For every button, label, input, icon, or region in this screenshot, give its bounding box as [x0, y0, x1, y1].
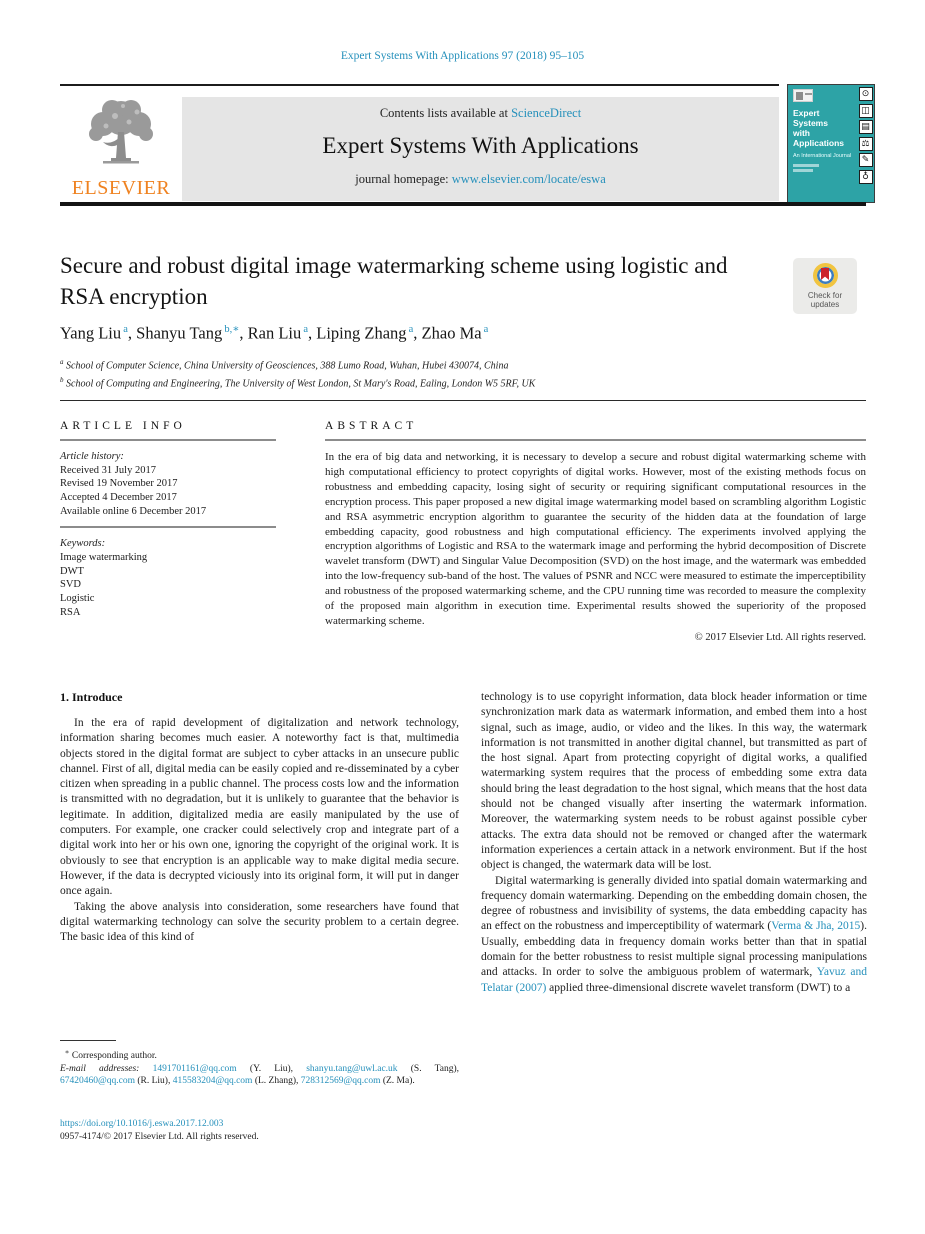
- check-for-updates-badge[interactable]: [793, 258, 857, 314]
- elsevier-tree-icon: [62, 92, 180, 176]
- emails-label: E-mail addresses:: [60, 1063, 153, 1074]
- cover-icon-strip: [857, 85, 874, 202]
- author-superscript: a: [121, 324, 128, 335]
- keyword-item: DWT: [60, 565, 84, 577]
- author-name: Shanyu Tang: [136, 323, 223, 343]
- author-name: Yang Liu: [60, 323, 122, 343]
- paragraph-text: technology is to use copyright information, data block header information or time synchronization mark data as watermark information, and embed them into a host signal, such as image, audio, or video and the likes. In this way, the watermark information is not transmitted in another digital channel, but transmitted as part of the host signal. Apart from protecting copyright of digital works, a qualified watermarking system requires that the process of embedding some extra data should bring the least degradation to the host signal, which means that the host data should not be changed visually after inserting the watermark information. Moreover, the watermarking system needs to be robust against possible cyber attacks. The extra data should not be removed or changed after the watermark information experiences a certain attack in a network environment. But if the host object is changed, the watermark data will be lost.: [481, 691, 867, 872]
- footnote-block: [60, 1040, 459, 1088]
- affiliation: $^a$ School of Computer Science, China University of Geosciences, 388 Lumo Road, Wuhan, Hubei 430074, China: [60, 358, 509, 372]
- list-item: with: [793, 128, 810, 138]
- banner-journal-title: Expert Systems With Applications: [322, 133, 639, 158]
- update-badge-icon: [813, 263, 838, 288]
- abstract-heading-rule: [325, 439, 866, 441]
- paragraph-text: ). Usually, embedding data in frequency domain works better than that in spatial domain for the better robustness to resist multiple signal processing manipulations and attacks. In order to solve the ambiguous problem of watermark,: [481, 920, 867, 979]
- author-name: Liping Zhang: [316, 323, 407, 343]
- keyword-item: RSA: [60, 606, 81, 618]
- email-addresses: [60, 1063, 459, 1088]
- contents-line: [182, 106, 779, 121]
- issn-copyright-line: 0957-4174/© 2017 Elsevier Ltd. All rights reserved.: [60, 1132, 259, 1142]
- history-item: Revised 19 November 2017: [60, 478, 178, 490]
- article-info-heading: ARTICLE INFO: [60, 420, 186, 432]
- author-superscript: b,∗: [222, 324, 240, 335]
- cover-subtitle: An International Journal: [793, 153, 852, 159]
- list-item: Systems: [793, 118, 828, 128]
- cover-icon: ♁: [859, 170, 873, 184]
- banner-bottom-rule: [60, 202, 866, 206]
- list-item: Expert: [793, 108, 820, 118]
- history-item: Received 31 July 2017: [60, 464, 156, 476]
- asterisk-marker: ∗: [64, 1048, 70, 1056]
- info-heading-rule: [60, 439, 276, 441]
- history-item: Available online 6 December 2017: [60, 505, 207, 517]
- keyword-item: Image watermarking: [60, 551, 148, 563]
- intro-left-column: [60, 716, 459, 945]
- header-top-rule: [60, 84, 779, 86]
- info-separator-rule: [60, 526, 276, 528]
- affiliation-list: [60, 355, 800, 392]
- keyword-item: SVD: [60, 579, 82, 591]
- citation-link[interactable]: Yavuz and Telatar (2007): [481, 966, 868, 994]
- badge-label: Check for updates: [807, 291, 843, 309]
- body-paragraph: [481, 874, 867, 996]
- affiliation: $^b$ School of Computing and Engineering, The University of West London, St Mary's Road, Ealing, London W5 5RF, UK: [60, 376, 536, 390]
- elsevier-wordmark: ELSEVIER: [71, 177, 171, 199]
- cover-fine-print: [793, 169, 813, 172]
- article-history-list: [60, 464, 276, 519]
- keywords-list: [60, 551, 276, 620]
- article-history-label: Article history:: [60, 451, 124, 462]
- email-link[interactable]: shanyu.tang@uwl.ac.uk: [306, 1063, 398, 1074]
- paragraph-text: applied three-dimensional discrete wavelet transform (DWT) to a: [546, 981, 851, 994]
- article-title: Secure and robust digital image watermarking scheme using logistic and RSA encryption: [60, 253, 728, 309]
- homepage-link[interactable]: www.elsevier.com/locate/eswa: [451, 172, 606, 186]
- abstract-text: In the era of big data and networking, it is necessary to develop a secure and robust digital watermarking scheme with high computational efficiency to protect copyrights of digital works. However, most of the existing methods focus on robustness and embedding capacity, losing sight of security or requiring significant computational resources in the encryption process. This paper proposed a new digital image watermarking model based on scrambling algorithm Logistic and RSA asymmetric encryption algorithm to guarantee the security of the hidden data at the foundation of large embedding capacity, good robustness and high computational efficiency. The experiments involved applying the encryption algorithms of Logistic and RSA to the watermark image and performing the hybrid decomposition of Discrete wavelet transform (DWT) and Singular Value Decomposition (SVD) on the host image, and the watermark was embedded into the low-frequency sub-band of the host. The values of PSNR and NCC were measured to estimate the imperceptibility and robustness of the proposed watermarking scheme, and the CPU running time was recorded to measure the complexity of the proposed main algorithm in execution time. Experimental results showed the superiority of the proposed watermarking scheme.: [325, 451, 866, 627]
- cover-title: [793, 108, 855, 148]
- elsevier-logo: [62, 92, 180, 202]
- title-divider-rule: [60, 400, 866, 401]
- cover-icon: ◫: [859, 104, 873, 118]
- email-link[interactable]: 415583204@qq.com: [172, 1076, 253, 1087]
- cover-fine-print: [793, 164, 819, 167]
- cover-icon: ⊙: [859, 87, 873, 101]
- contents-prefix: Contents lists available at: [379, 106, 512, 120]
- abstract-column: [325, 420, 866, 643]
- email-link[interactable]: 728312569@qq.com: [300, 1076, 381, 1087]
- email-attribution: (Z. Ma).: [380, 1076, 415, 1087]
- email-attribution: (S. Tang),: [397, 1063, 460, 1074]
- cover-main: [788, 85, 857, 202]
- body-paragraph: [60, 900, 459, 946]
- cover-mini-logo: [793, 89, 813, 102]
- homepage-prefix: journal homepage:: [355, 172, 452, 186]
- author-superscript: a: [481, 324, 489, 335]
- paragraph-text: In the era of rapid development of digitalization and network technology, information sharing becomes much easier. A noteworthy fact is that, multimedia objects stored in the digital format are subject to cyber attacks in an unsecure public channel. First of all, digital media can be easily copied and re-disseminated by a cyber citizen when spreading in a public channel. The process costs low and the information is transmitted with no degradation, but it is unlikely to guarantee that the behavior is legitimate. In addition, digitalized media are easily manipulated by the use of computers. For example, one cracker could selectively crop and integrate part of a digital work into her or his own one, ignoring the copyright of the original work. It is obviously to see that encryption is an applicable way to make digital media secure. However, if the data is decrypted viciously into its original form, it will put in danger once again.: [60, 717, 459, 898]
- journal-reference: Expert Systems With Applications 97 (2018) 95–105: [340, 50, 585, 62]
- paragraph-text: Digital watermarking is generally divided into spatial domain watermarking and frequency domain watermarking. Depending on the embedding domain chosen, the degree of robustness and invisibility of systems, the data embedding capacity has an effect on the robustness and imperceptibility of watermark (: [481, 874, 867, 933]
- intro-right-column: [481, 690, 867, 996]
- email-attribution: (R. Liu),: [134, 1076, 173, 1087]
- abstract-heading: ABSTRACT: [325, 420, 418, 432]
- paragraph-text: Taking the above analysis into consideration, some researchers have found that digital watermarking technology can solve the security problem to a certain degree. The basic idea of this kind of: [60, 900, 459, 944]
- email-attribution: (L. Zhang),: [252, 1076, 301, 1087]
- body-paragraph: [60, 716, 459, 900]
- body-paragraph: [481, 690, 867, 874]
- list-item: Applications: [793, 138, 845, 148]
- citation-link[interactable]: Verma & Jha, 2015: [771, 920, 861, 933]
- section-heading-introduce: 1. Introduce: [60, 690, 123, 704]
- email-attribution: (Y. Liu),: [236, 1063, 307, 1074]
- footnote-rule: [60, 1040, 116, 1041]
- keywords-label: Keywords:: [60, 538, 106, 550]
- keyword-item: Logistic: [60, 592, 95, 604]
- cover-icon: ✎: [859, 153, 873, 167]
- author-superscript: a: [301, 324, 308, 335]
- journal-banner: [182, 97, 779, 201]
- doi-link[interactable]: https://doi.org/10.1016/j.eswa.2017.12.003: [60, 1119, 224, 1129]
- copyright-line: © 2017 Elsevier Ltd. All rights reserved.: [694, 631, 866, 643]
- sciencedirect-link[interactable]: ScienceDirect: [511, 106, 582, 120]
- homepage-line: [182, 172, 779, 187]
- corresponding-author-note: ∗ Corresponding author.: [64, 1048, 157, 1062]
- author-name: Ran Liu: [247, 323, 302, 343]
- author-name: Zhao Ma: [421, 323, 482, 343]
- cover-icon: ▤: [859, 120, 873, 134]
- email-link[interactable]: 67420460@qq.com: [60, 1076, 135, 1087]
- history-item: Accepted 4 December 2017: [60, 491, 177, 503]
- bookmark-icon: [821, 268, 829, 280]
- doi-block: [60, 1118, 459, 1144]
- article-info-column: [60, 420, 276, 619]
- cover-icon: ⚖: [859, 137, 873, 151]
- journal-cover-thumbnail: [787, 84, 875, 203]
- email-link[interactable]: 1491701161@qq.com: [152, 1063, 237, 1074]
- author-list: Yang Liu $^a$, Shanyu Tang $^{b,∗}$, Ran Liu $^a$, Liping Zhang $^a$, Zhao Ma $^a$: [60, 323, 489, 343]
- author-superscript: a: [406, 324, 414, 335]
